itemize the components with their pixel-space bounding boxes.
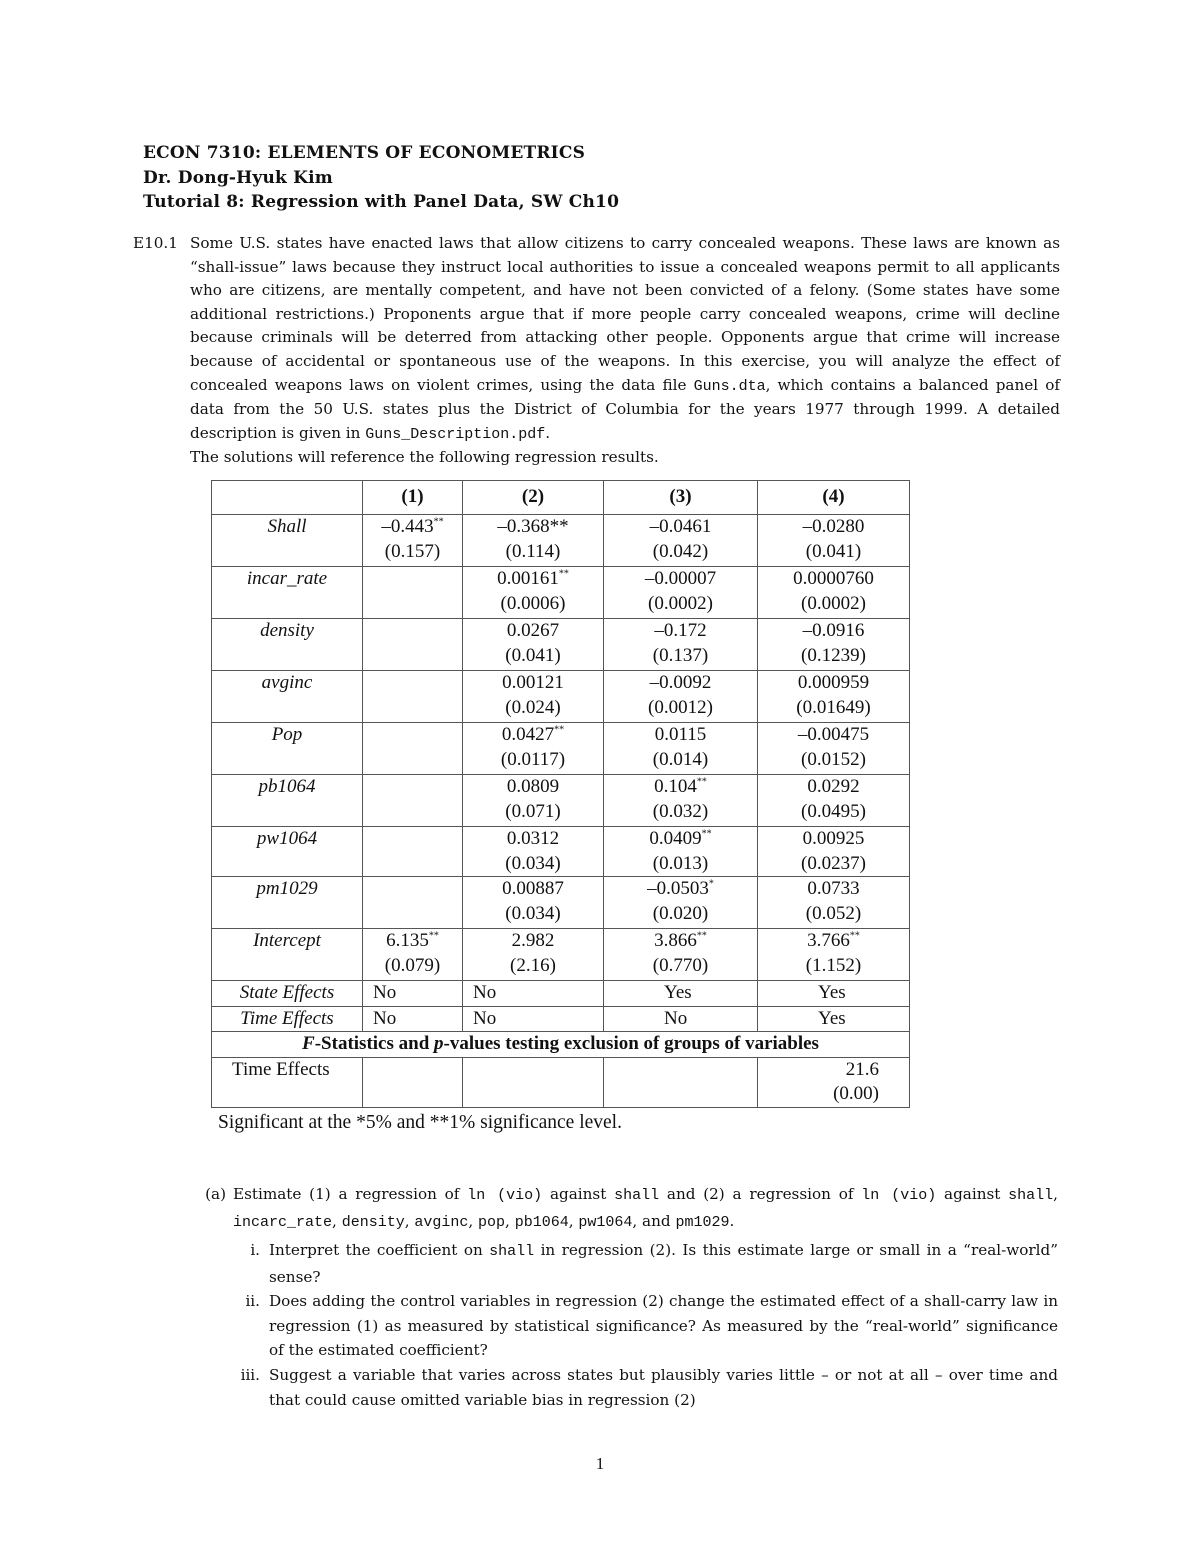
coef-cell: 0.000959 (0.01649) [758, 671, 910, 723]
page-number: 1 [595, 1454, 605, 1473]
table-corner-cell [212, 481, 363, 515]
time-effects-row [212, 1006, 910, 1032]
coef-cell: 0.00925 (0.0237) [758, 827, 910, 877]
empty-cell [363, 619, 463, 671]
ftest-row [212, 1057, 910, 1107]
table-header-row [212, 481, 910, 515]
table-row [212, 567, 910, 619]
coef-cell: –0.0916 (0.1239) [758, 619, 910, 671]
coef-cell: 0.0000760 (0.0002) [758, 567, 910, 619]
table-row [212, 723, 910, 775]
coef-cell: –0.443** (0.157) [363, 515, 463, 567]
coef-cell: –0.368** (0.114) [463, 515, 604, 567]
reference-line: The solutions will reference the following regression results. [190, 448, 659, 467]
column-header: (4) [758, 481, 910, 515]
coef-cell: 6.135** (0.079) [363, 929, 463, 981]
variable-name: density [212, 619, 363, 671]
coef-cell: 2.982 (2.16) [463, 929, 604, 981]
column-header: (2) [463, 481, 604, 515]
sub-item-label: i. [250, 1241, 260, 1259]
empty-cell [604, 1057, 758, 1107]
row-label: Time Effects [212, 1006, 363, 1032]
variable-name: incar_rate [212, 567, 363, 619]
effects-value: Yes [758, 1006, 910, 1032]
empty-cell [363, 567, 463, 619]
row-label: State Effects [212, 981, 363, 1007]
coef-cell: 0.0409** (0.013) [604, 827, 758, 877]
effects-value: No [463, 981, 604, 1007]
data-file-name: Guns.dta [693, 377, 766, 395]
coef-cell: –0.00007 (0.0002) [604, 567, 758, 619]
empty-cell [363, 671, 463, 723]
coef-cell: 0.0809 (0.071) [463, 775, 604, 827]
coef-cell: –0.172 (0.137) [604, 619, 758, 671]
effects-value: No [363, 981, 463, 1007]
part-a-text: Estimate (1) a regression of ln (vio) against shall and (2) a regression of ln (vio) against shall, incarc_rate, density, avginc, pop, pb1064, pw1064, and pm1029. [233, 1185, 1058, 1231]
regression-results-table [211, 480, 910, 1108]
ftest-label: Time Effects [212, 1057, 363, 1107]
empty-cell [363, 877, 463, 929]
effects-value: Yes [758, 981, 910, 1007]
sub-item-text: Interpret the coefficient on shall in regression (2). Is this estimate large or small in a “real-world” sense? [269, 1241, 1058, 1286]
coef-cell: 0.00887 (0.034) [463, 877, 604, 929]
state-effects-row [212, 981, 910, 1007]
table-row [212, 671, 910, 723]
coef-cell: 0.0427** (0.0117) [463, 723, 604, 775]
column-header: (1) [363, 481, 463, 515]
table-row [212, 775, 910, 827]
sub-item-text: Does adding the control variables in regression (2) change the estimated effect of a shall-carry law in regression (1) as measured by statistical significance? As measured by the “real-world” significance of the estimated coefficient? [269, 1292, 1058, 1359]
problem-paragraph: Some U.S. states have enacted laws that allow citizens to carry concealed weapons. These laws are known as “shall-issue” laws because they instruct local authorities to issue a concealed weapons permit to all applicants who are citizens, are mentally competent, and have not been convicted of a felony. (Some states have some additional restrictions.) Proponents argue that if more people carry concealed weapons, crime will decline because criminals will be deterred from attacking other people. Opponents argue that crime will increase because of accidental or spontaneous use of the weapons. In this exercise, you will analyze the effect of concealed weapons laws on violent crimes, using the data file Guns.dta, which contains a balanced panel of data from the 50 U.S. states plus the District of Columbia for the years 1977 through 1999. A detailed description is given in Guns_Description.pdf. [190, 234, 1060, 443]
table-row [212, 827, 910, 877]
table-row [212, 619, 910, 671]
effects-value: No [463, 1006, 604, 1032]
sub-item-label: iii. [240, 1366, 260, 1384]
coef-cell: 0.0292 (0.0495) [758, 775, 910, 827]
effects-value: No [363, 1006, 463, 1032]
variable-name: Intercept [212, 929, 363, 981]
variable-name: pb1064 [212, 775, 363, 827]
variable-name: pm1029 [212, 877, 363, 929]
variable-name: avginc [212, 671, 363, 723]
coef-cell: 0.0267 (0.041) [463, 619, 604, 671]
ftest-value-cell: 21.6 (0.00) [758, 1057, 910, 1107]
coef-cell: –0.0461 (0.042) [604, 515, 758, 567]
description-file-name: Guns_Description.pdf [365, 425, 546, 443]
course-title: ECON 7310: ELEMENTS OF ECONOMETRICS [143, 143, 586, 163]
problem-body [190, 232, 1060, 470]
ftest-title-row [212, 1032, 910, 1058]
coef-cell: 0.00121 (0.024) [463, 671, 604, 723]
table-row [212, 515, 910, 567]
coef-cell: 0.0733 (0.052) [758, 877, 910, 929]
variable-name: pw1064 [212, 827, 363, 877]
effects-value: No [604, 1006, 758, 1032]
coef-cell: –0.0280 (0.041) [758, 515, 910, 567]
instructor-name: Dr. Dong-Hyuk Kim [143, 168, 333, 188]
empty-cell [363, 827, 463, 877]
sub-item-label: ii. [245, 1292, 260, 1310]
problem-number: E10.1 [133, 234, 178, 252]
variable-name: Pop [212, 723, 363, 775]
coef-cell: –0.0092 (0.0012) [604, 671, 758, 723]
part-a-label: (a) [205, 1185, 226, 1203]
empty-cell [363, 723, 463, 775]
ftest-title: F-Statistics and p-values testing exclusion of groups of variables [212, 1032, 910, 1058]
table-row [212, 929, 910, 981]
empty-cell [463, 1057, 604, 1107]
coef-cell: 3.866** (0.770) [604, 929, 758, 981]
effects-value: Yes [604, 981, 758, 1007]
variable-name: Shall [212, 515, 363, 567]
coef-cell: –0.00475 (0.0152) [758, 723, 910, 775]
empty-cell [363, 775, 463, 827]
coef-cell: 0.00161** (0.0006) [463, 567, 604, 619]
column-header: (3) [604, 481, 758, 515]
table-row [212, 877, 910, 929]
sub-item-text: Suggest a variable that varies across states but plausibly varies little – or not at all – over time and that could cause omitted variable bias in regression (2) [269, 1366, 1058, 1409]
tutorial-title: Tutorial 8: Regression with Panel Data, SW Ch10 [143, 192, 620, 212]
coef-cell: 3.766** (1.152) [758, 929, 910, 981]
coef-cell: 0.104** (0.032) [604, 775, 758, 827]
empty-cell [363, 1057, 463, 1107]
significance-note: Significant at the *5% and **1% significance level. [218, 1112, 622, 1133]
coef-cell: –0.0503* (0.020) [604, 877, 758, 929]
coef-cell: 0.0115 (0.014) [604, 723, 758, 775]
coef-cell: 0.0312 (0.034) [463, 827, 604, 877]
